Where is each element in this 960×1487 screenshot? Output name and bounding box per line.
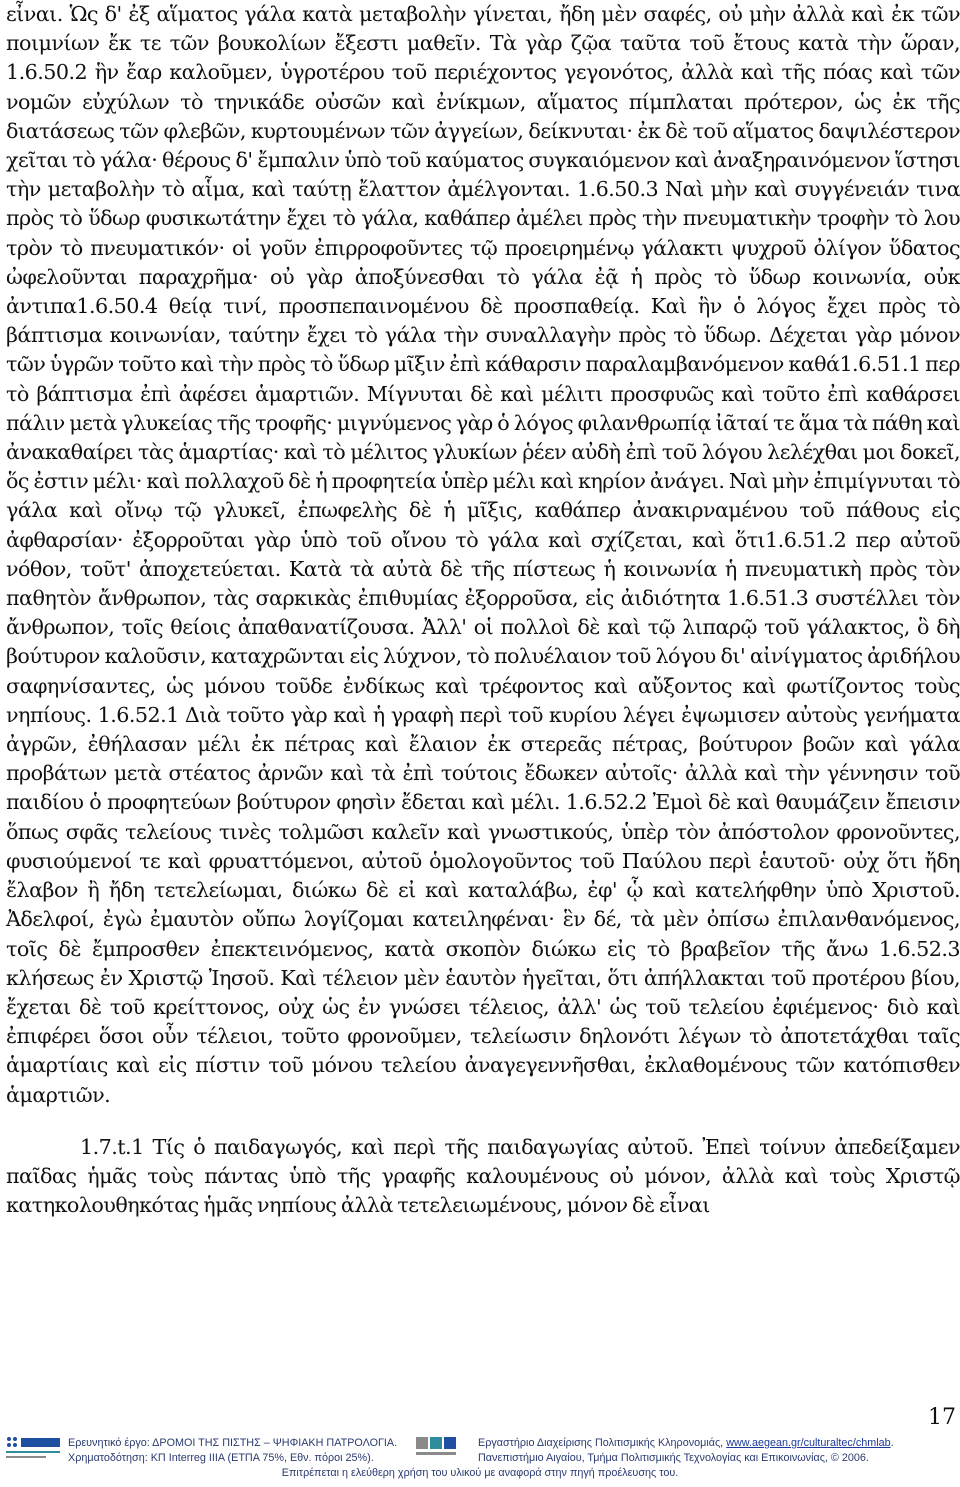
footer-lab-text: Εργαστήριο Διαχείρισης Πολιτισμικής Κληρονομιάς, — [478, 1437, 727, 1449]
footer-university-line: Πανεπιστήμιο Αιγαίου, Τμήμα Πολιτισμικής Τεχνολογίας και Επικοινωνίας, © 2006. — [478, 1452, 869, 1464]
page-number: 17 — [928, 1405, 956, 1430]
footer-usage-note: Επιτρέπεται η ελεύθερη χρήση του υλικού με αναφορά στην πηγή προέλευσης του. — [281, 1467, 679, 1479]
page-footer — [0, 1432, 960, 1487]
footer-funding-line: Χρηματοδότηση: ΚΠ Interreg IIIA (ΕΤΠΑ 75%, Εθν. πόροι 25%). — [68, 1452, 374, 1464]
footer-lab-period: . — [890, 1437, 894, 1449]
document-body — [6, 0, 960, 1220]
footer-lab-line — [478, 1436, 958, 1451]
main-paragraph: εἶναι. Ὡς δ' ἐξ αἵματος γάλα κατὰ μεταβολὴν γίνεται, ἤδη μὲν σαφές, οὐ μὴν ἀλλὰ καὶ ἐκ τῶν ποιμνίων ἔκ τε τῶν βουκολίων ἔξεστι μαθεῖν. Τὰ γὰρ ζῷα ταῦτα τοῦ ἔτους κατὰ τὴν ὥραν, 1.6.50.2 ἣν ἔαρ καλοῦμεν, ὑγροτέρου τοῦ περιέχοντος γεγονότος, ἀλλὰ καὶ τῆς πόας καὶ τῶν νομῶν εὐχύλων τὸ τηνικάδε οὐσῶν καὶ ἐνίκμων, αἵματος πίμπλαται πρότερον, ὡς ἐκ τῆς διατάσεως τῶν φλεβῶν, κυρτουμένων τῶν ἀγγείων, δείκνυται· ἐκ δὲ τοῦ αἵματος δαψιλέστερον χεῖται τὸ γάλα· θέρους δ' ἔμπαλιν ὑπὸ τοῦ καύματος συγκαιόμενον καὶ ἀναξηραινόμενον ἵστησι τὴν μεταβολὴν τὸ αἷμα, καὶ ταύτῃ ἔλαττον ἀμέλγονται. 1.6.50.3 Ναὶ μὴν καὶ συγγένειάν τινα πρὸς τὸ ὕδωρ φυσικωτάτην ἔχει τὸ γάλα, καθάπερ ἀμέλει πρὸς τὴν πνευματικὴν τροφὴν τὸ λου τρὸν τὸ πνευματικόν· οἱ γοῦν ἐπιρροφοῦντες τῷ προειρημένῳ γάλακτι ψυχροῦ ὀλίγον ὕδατος ὠφελοῦνται παραχρῆμα· οὐ γὰρ ἀποξύνεσθαι τὸ γάλα ἐᾷ ἡ πρὸς τὸ ὕδωρ κοινωνία, οὐκ ἀντιπα1.6.50.4 θείᾳ τινί, προσπεπαινομένου δὲ προσπαθείᾳ. Καὶ ἣν ὁ λόγος ἔχει πρὸς τὸ βάπτισμα κοινωνίαν, ταύτην ἔχει τὸ γάλα τὴν συναλλαγὴν πρὸς τὸ ὕδωρ. Δέχεται γὰρ μόνον τῶν ὑγρῶν τοῦτο καὶ τὴν πρὸς τὸ ὕδωρ μῖξιν ἐπὶ κάθαρσιν παραλαμβανόμενον καθά1.6.51.1 περ τὸ βάπτισμα ἐπὶ ἀφέσει ἁμαρτιῶν. Μίγνυται δὲ καὶ μέλιτι προσφυῶς καὶ τοῦτο ἐπὶ καθάρσει πάλιν μετὰ γλυκείας τῆς τροφῆς· μιγνύμενος γὰρ ὁ λόγος φιλανθρωπίᾳ ἰᾶταί τε ἅμα τὰ πάθη καὶ ἀνακαθαίρει τὰς ἁμαρτίας· καὶ τὸ μέλιτος γλυκίων ῥέεν αὐδὴ ἐπὶ τοῦ λόγου λελέχθαι μοι δοκεῖ, ὅς ἐστιν μέλι· καὶ πολλαχοῦ δὲ ἡ προφητεία ὑπὲρ μέλι καὶ κηρίον ἀνάγει. Ναὶ μὴν ἐπιμίγνυται τὸ γάλα καὶ οἴνῳ τῷ γλυκεῖ, ἐπωφελὴς δὲ ἡ μῖξις, καθάπερ ἀνακιρναμένου τοῦ πάθους εἰς ἀφθαρσίαν· ἐξορροῦται γὰρ ὑπὸ τοῦ οἴνου τὸ γάλα καὶ σχίζεται, καὶ ὅτι1.6.51.2 περ αὐτοῦ νόθον, τοῦτ' ἀποχετεύεται. Κατὰ τὰ αὐτὰ δὲ τῆς πίστεως ἡ κοινωνία ἡ πνευματικὴ πρὸς τὸν παθητὸν ἄνθρωπον, τὰς σαρκικὰς ἐπιθυμίας ἐξορροῦσα, εἰς ἀιδιότητα 1.6.51.3 συστέλλει τὸν ἄνθρωπον, τοῖς θείοις ἀπαθανατίζουσα. Ἀλλ' οἱ πολλοὶ δὲ καὶ τῷ λιπαρῷ τοῦ γάλακτος, ὃ δὴ βούτυρον καλοῦσιν, καταχρῶνται εἰς λύχνον, τὸ πολυέλαιον τοῦ λόγου δι' αἰνίγματος ἀριδήλου σαφηνίσαντες, ὡς μόνου τοῦδε ἐνδίκως καὶ τρέφοντος καὶ αὔξοντος καὶ φωτίζοντος τοὺς νηπίους. 1.6.52.1 Διὰ τοῦτο γὰρ καὶ ἡ γραφὴ περὶ τοῦ κυρίου λέγει ἐψωμισεν αὐτοὺς γενήματα ἀγρῶν, ἐθήλασαν μέλι ἐκ πέτρας καὶ ἔλαιον ἐκ στερεᾶς πέτρας, βούτυρον βοῶν καὶ γάλα προβάτων μετὰ στέατος ἀρνῶν καὶ τὰ ἐπὶ τούτοις ἔδωκεν αὐτοῖς· ἀλλὰ καὶ τὴν γέννησιν τοῦ παιδίου ὁ προφητεύων βούτυρον φησὶν ἔδεται καὶ μέλι. 1.6.52.2 Ἐμοὶ δὲ καὶ θαυμάζειν ἔπεισιν ὅπως σφᾶς τελείους τινὲς τολμῶσι καλεῖν καὶ γνωστικούς, ὑπὲρ τὸν ἀπόστολον φρονοῦντες, φυσιούμενοί τε καὶ φρυαττόμενοι, αὐτοῦ ὁμολογοῦντος τοῦ Παύλου περὶ ἑαυτοῦ· οὐχ ὅτι ἤδη ἔλαβον ἢ ἤδη τετελείωμαι, διώκω δὲ εἰ καὶ καταλάβω, ἐφ' ᾧ καὶ κατελήφθην ὑπὸ Χριστοῦ. Ἀδελφοί, ἐγὼ ἐμαυτὸν οὔπω λογίζομαι κατειληφέναι· ἓν δέ, τὰ μὲν ὀπίσω ἐπιλανθανόμενος, τοῖς δὲ ἔμπροσθεν ἐπεκτεινόμενος, κατὰ σκοπὸν διώκω εἰς τὸ βραβεῖον τῆς ἄνω 1.6.52.3 κλήσεως ἐν Χριστῷ Ἰησοῦ. Καὶ τέλειον μὲν ἑαυτὸν ἡγεῖται, ὅτι ἀπήλλακται τοῦ προτέρου βίου, ἔχεται δὲ τοῦ κρείττονος, οὐχ ὡς ἐν γνώσει τέλειος, ἀλλ' ὡς τοῦ τελείου ἐφιέμενος· διὸ καὶ ἐπιφέρει ὅσοι οὖν τέλειοι, τοῦτο φρονοῦμεν, τελείωσιν δηλονότι λέγων τὸ ἀποτετάχθαι ταῖς ἁμαρτίαις καὶ εἰς πίστιν τοῦ μόνου τελείου ἀναγεγεννῆσθαι, ἐκλαθομένους τῶν κατόπισθεν ἁμαρτιῶν. — [6, 2, 960, 1107]
aegean-university-logo-icon — [412, 1434, 470, 1464]
footer-project-info — [68, 1436, 408, 1466]
footer-lab-info — [478, 1436, 958, 1466]
section-paragraph: 1.7.t.1 Τίς ὁ παιδαγωγός, καὶ περὶ τῆς παιδαγωγίας αὐτοῦ. Ἐπεὶ τοίνυν ἀπεδείξαμεν παῖδας ἡμᾶς τοὺς πάντας ὑπὸ τῆς γραφῆς καλουμένους οὐ μόνον, ἀλλὰ καὶ τοὺς Χριστῷ κατηκολουθηκότας ἡμᾶς νηπίους ἀλλὰ τετελειωμένους, μόνον δὲ εἶναι — [6, 1134, 960, 1218]
interreg-logo-icon — [4, 1434, 62, 1464]
lab-website-link[interactable]: www.aegean.gr/culturaltec/chmlab — [726, 1437, 891, 1449]
footer-project-line: Ερευνητικό έργο: ΔΡΟΜΟΙ ΤΗΣ ΠΙΣΤΗΣ – ΨΗΦΙΑΚΗ ΠΑΤΡΟΛΟΓΙΑ. — [68, 1437, 398, 1449]
